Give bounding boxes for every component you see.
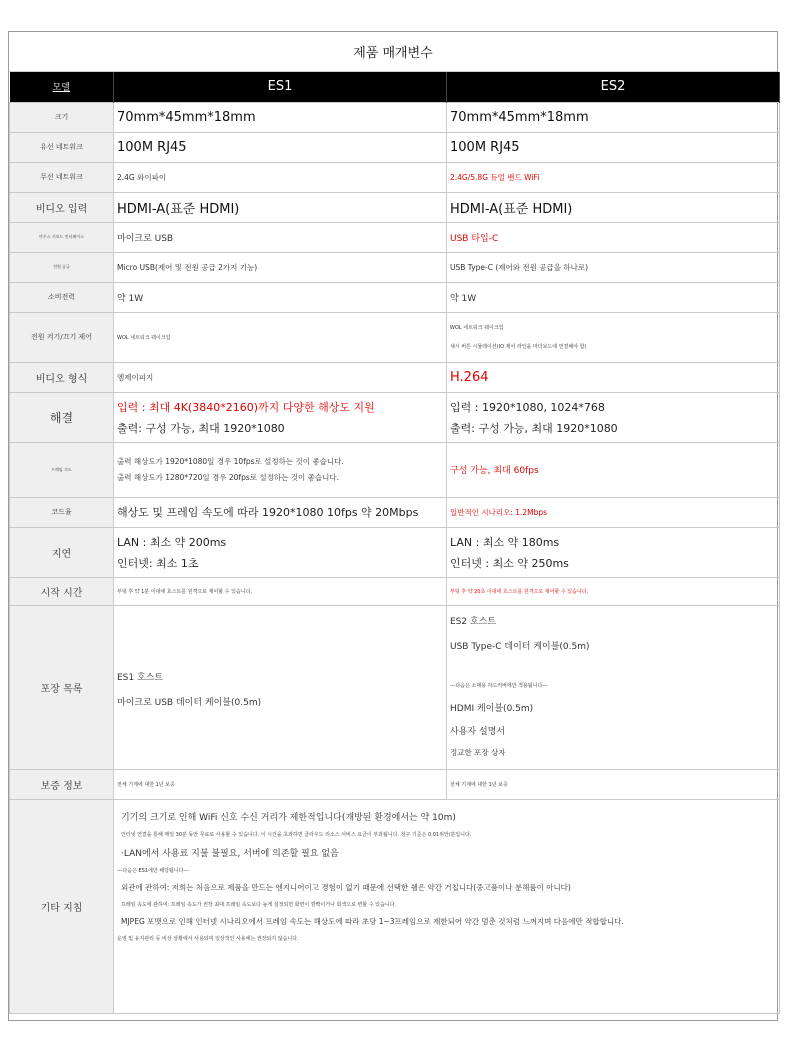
misc-note: ---다음은 ES1에만 해당됩니다--- (117, 867, 189, 874)
row-warranty (10, 769, 780, 799)
es1-latency (114, 527, 447, 577)
row-package-list (10, 605, 780, 769)
row-label: 비디오 형식 (10, 362, 114, 392)
row-video-input (10, 192, 780, 222)
es2-usb: USB 타입-C (447, 222, 780, 252)
es2-frame-rate: 구성 가능, 최대 60fps (447, 442, 780, 497)
row-misc-notes (10, 799, 780, 1013)
es2-power-control (447, 312, 780, 362)
header-es2: ES2 (447, 72, 780, 102)
es2-package-item: ES2 호스트 (450, 616, 497, 627)
es2-resolution (447, 392, 780, 442)
row-label: 포장 목록 (10, 605, 114, 769)
es2-resolution-output: 출력: 구성 가능, 최대 1920*1080 (450, 421, 618, 435)
es2-latency-internet: 인터넷 : 최소 약 250ms (450, 556, 569, 570)
misc-note: 외관에 관하여: 저희는 처음으로 제품을 만드는 엔지니어이고 경험이 없기 때문에 선택한 쉘은 약간 거칩니다(중고품이나 분해품이 아니다) (121, 882, 571, 892)
row-label: 전원 공급 (10, 252, 114, 282)
es2-package-item: USB Type-C 데이터 케이블(0.5m) (450, 641, 590, 652)
row-label: 시작 시간 (10, 577, 114, 605)
es2-bitrate: 일반적인 시나리오: 1.2Mbps (447, 497, 780, 527)
misc-note: 운영 및 유지관리 등 비상 상황에서 사용되며 일상적인 사용에는 권장되지 않습니다. (117, 935, 299, 942)
es1-size: 70mm*45mm*18mm (114, 102, 447, 132)
row-resolution (10, 392, 780, 442)
row-label: 지연 (10, 527, 114, 577)
misc-note: ·LAN에서 사용료 지불 불필요, 서버에 의존할 필요 없음 (121, 848, 339, 859)
es1-latency-internet: 인터넷: 최소 1초 (117, 556, 199, 570)
es1-latency-lan: LAN : 최소 약 200ms (117, 535, 227, 549)
row-label: 코드율 (10, 497, 114, 527)
table-header-row (10, 72, 780, 102)
es2-video-format: H.264 (447, 362, 780, 392)
es2-package-note: ---다음은 소매용 하드커버에만 적용됩니다--- (450, 682, 548, 689)
es1-video-input: HDMI-A(표준 HDMI) (114, 192, 447, 222)
es2-package-item: 사용자 설명서 (450, 726, 506, 737)
row-video-format (10, 362, 780, 392)
es2-power-control-line1: WOL 네트워크 웨이크업 (450, 325, 504, 331)
row-label: 마우스 키보드 인터페이스 (10, 222, 114, 252)
es2-package (447, 605, 780, 769)
es1-package-item: ES1 호스트 (117, 672, 164, 683)
header-model-label: 모델 (10, 72, 114, 102)
es1-wireless: 2.4G 와이파이 (114, 162, 447, 192)
es1-resolution (114, 392, 447, 442)
product-spec-sheet (8, 31, 778, 1021)
row-label: 전원 켜기/끄기 제어 (10, 312, 114, 362)
header-es1: ES1 (114, 72, 447, 102)
es2-package-item: 정교한 포장 상자 (450, 747, 506, 757)
row-label: 보증 정보 (10, 769, 114, 799)
misc-note: 인터넷 연결을 통해 매일 30분 동안 무료로 사용할 수 있습니다. 이 시간을 초과하면 클라우드 리소스 서비스 요금이 부과됩니다. 청구 기준은 0.01위안/분입니다. (121, 831, 472, 838)
es2-package-item: HDMI 케이블(0.5m) (450, 703, 534, 714)
es1-wired: 100M RJ45 (114, 132, 447, 162)
row-size (10, 102, 780, 132)
es2-startup: 부팅 후 약 20초 이내에 호스트를 원격으로 제어할 수 있습니다. (447, 577, 780, 605)
es1-video-format: 엠제이피지 (114, 362, 447, 392)
misc-note: MJPEG 포맷으로 인해 인터넷 시나리오에서 프레임 속도는 해상도에 따라 초당 1~3프레임으로 제한되어 약간 멈춘 것처럼 느껴지며 다음에만 적합합니다. (121, 916, 624, 926)
row-label: 무선 네트워크 (10, 162, 114, 192)
es2-consumption: 약 1W (447, 282, 780, 312)
es2-latency (447, 527, 780, 577)
es1-consumption: 약 1W (114, 282, 447, 312)
es1-warranty: 전체 기계에 대한 1년 보증 (114, 769, 447, 799)
misc-notes (114, 799, 780, 1013)
row-consumption (10, 282, 780, 312)
es2-size: 70mm*45mm*18mm (447, 102, 780, 132)
es1-frame-rate-line2: 출력 해상도가 1280*720일 경우 20fps로 설정하는 것이 좋습니다. (117, 473, 339, 482)
page-title: 제품 매개변수 (9, 32, 777, 72)
row-label: 크기 (10, 102, 114, 132)
es2-resolution-input: 입력 : 1920*1080, 1024*768 (450, 400, 605, 414)
es2-wired: 100M RJ45 (447, 132, 780, 162)
es2-latency-lan: LAN : 최소 약 180ms (450, 535, 560, 549)
es1-usb: 마이크로 USB (114, 222, 447, 252)
row-label: 프레임 속도 (10, 442, 114, 497)
es1-power-control: WOL 네트워크 웨이크업 (114, 312, 447, 362)
row-label: 기타 지침 (10, 799, 114, 1013)
es1-package (114, 605, 447, 769)
es1-resolution-input: 입력 : 최대 4K(3840*2160)까지 다양한 해상도 지원 (117, 400, 375, 414)
es2-power-control-line2: 섀시 버튼 시뮬레이션(IO 제어 라인을 마더보드에 연결해야 함) (450, 344, 587, 350)
es1-frame-rate-line1: 출력 해상도가 1920*1080일 경우 10fps로 설정하는 것이 좋습니다. (117, 457, 344, 466)
row-startup-time (10, 577, 780, 605)
row-label: 소비전력 (10, 282, 114, 312)
row-latency (10, 527, 780, 577)
row-frame-rate (10, 442, 780, 497)
row-bitrate (10, 497, 780, 527)
es2-warranty: 전체 기계에 대한 1년 보증 (447, 769, 780, 799)
misc-note: 기기의 크기로 인해 WiFi 신호 수신 거리가 제한적입니다(개방된 환경에서는 약 10m) (121, 812, 456, 823)
es1-power: Micro USB(제어 및 전원 공급 2가지 기능) (114, 252, 447, 282)
row-label: 비디오 입력 (10, 192, 114, 222)
row-wired-network (10, 132, 780, 162)
es1-package-item: 마이크로 USB 데이터 케이블(0.5m) (117, 697, 262, 708)
row-power-supply (10, 252, 780, 282)
row-label: 해결 (10, 392, 114, 442)
row-label: 유선 네트워크 (10, 132, 114, 162)
es1-frame-rate (114, 442, 447, 497)
es1-bitrate: 해상도 및 프레임 속도에 따라 1920*1080 10fps 약 20Mbps (114, 497, 447, 527)
spec-table (9, 72, 780, 1014)
es1-startup: 부팅 후 약 1분 이내에 호스트를 원격으로 제어할 수 있습니다. (114, 577, 447, 605)
misc-note: 프레임 속도에 관하여: 프레임 속도가 권장 최대 프레임 속도보다 높게 설정되면 화면이 깜빡이거나 회색으로 변할 수 있습니다. (121, 901, 397, 908)
es2-power: USB Type-C (제어와 전원 공급을 하나로) (447, 252, 780, 282)
es2-wireless: 2.4G/5.8G 듀얼 밴드 WiFi (447, 162, 780, 192)
es2-video-input: HDMI-A(표준 HDMI) (447, 192, 780, 222)
row-power-control (10, 312, 780, 362)
row-usb (10, 222, 780, 252)
es1-resolution-output: 출력: 구성 가능, 최대 1920*1080 (117, 421, 285, 435)
row-wireless-network (10, 162, 780, 192)
